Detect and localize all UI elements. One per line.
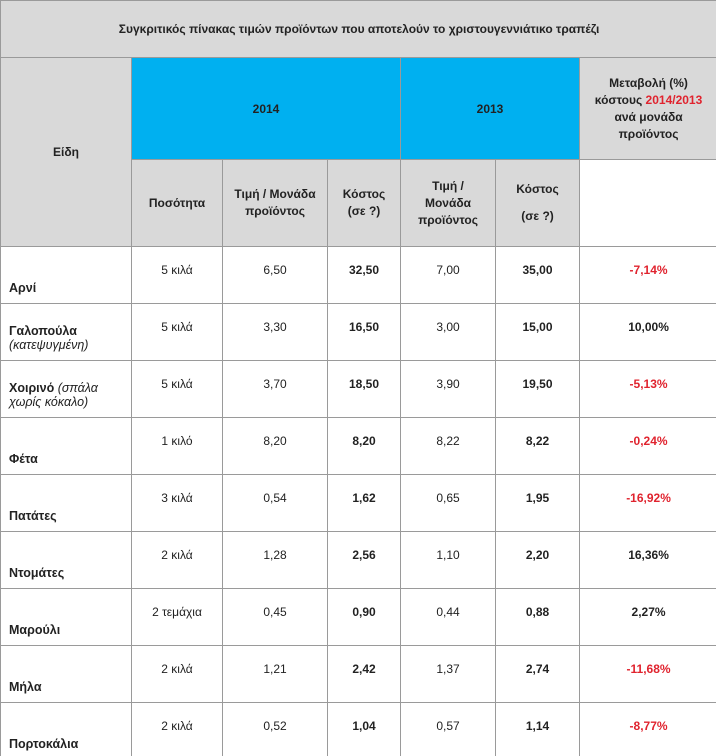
change-cell: -7,14%: [580, 247, 716, 304]
item-name-cell: [1, 304, 132, 361]
change-cell: -0,24%: [580, 418, 716, 475]
item-name-cell: [1, 589, 132, 646]
cost-2014-cell: 1,04: [328, 703, 401, 756]
price-2014-cell: 0,54: [223, 475, 328, 532]
change-cell: 2,27%: [580, 589, 716, 646]
header-price-2013-l1: Τιμή /: [432, 178, 464, 193]
header-cost-2013-l1: Κόστος: [516, 182, 559, 196]
table-row: [1, 589, 716, 646]
cost-2014-cell: 2,42: [328, 646, 401, 703]
table-row: [1, 418, 716, 475]
header-change-line4: προϊόντος: [618, 126, 679, 141]
cost-2014-cell: 8,20: [328, 418, 401, 475]
header-cost-2014-l1: Κόστος: [342, 187, 386, 201]
price-2013-cell: 0,57: [401, 703, 496, 756]
header-quantity: Ποσότητα: [132, 160, 223, 247]
price-2013-cell: 8,22: [401, 418, 496, 475]
header-change-pre: κόστους: [594, 92, 646, 107]
item-name: Πατάτες: [9, 509, 57, 523]
header-change-line2: [580, 92, 716, 109]
quantity-cell: 2 κιλά: [132, 646, 223, 703]
price-2014-cell: 8,20: [223, 418, 328, 475]
item-name: Χοιρινό: [9, 381, 55, 395]
cost-2013-cell: 1,14: [496, 703, 580, 756]
price-2013-cell: 3,90: [401, 361, 496, 418]
header-year-2013: 2013: [401, 58, 580, 160]
header-change-highlight: 2014/2013: [645, 92, 703, 107]
header-change-blank: [580, 160, 716, 247]
price-2014-cell: 6,50: [223, 247, 328, 304]
header-cost-2014-l2: (σε ?): [347, 204, 381, 218]
header-change-line3: ανά μονάδα: [614, 109, 683, 124]
header-cost-2014: [328, 160, 401, 247]
cost-2013-cell: 15,00: [496, 304, 580, 361]
header-cost-2013-l2: (σε ?): [521, 209, 554, 223]
change-cell: -8,77%: [580, 703, 716, 756]
cost-2014-cell: 2,56: [328, 532, 401, 589]
table-row: [1, 304, 716, 361]
item-name: Αρνί: [9, 281, 37, 295]
price-2013-cell: 1,37: [401, 646, 496, 703]
cost-2014-cell: 18,50: [328, 361, 401, 418]
cost-2014-cell: 1,62: [328, 475, 401, 532]
table-row: [1, 361, 716, 418]
header-price-2013: [401, 160, 496, 247]
item-name: Μαρούλι: [9, 623, 61, 637]
header-cost-2013: [496, 160, 580, 247]
item-name-cell: [1, 247, 132, 304]
price-2014-cell: 0,45: [223, 589, 328, 646]
price-2014-cell: 3,30: [223, 304, 328, 361]
item-name-cell: [1, 703, 132, 756]
price-2013-cell: 7,00: [401, 247, 496, 304]
cost-2013-cell: 2,74: [496, 646, 580, 703]
table-row: [1, 532, 716, 589]
header-price-2014-l2: προϊόντος: [245, 204, 305, 218]
table-row: [1, 475, 716, 532]
item-note: (σπάλα χωρίς κόκαλο): [9, 381, 98, 409]
quantity-cell: 5 κιλά: [132, 361, 223, 418]
quantity-cell: 5 κιλά: [132, 247, 223, 304]
quantity-cell: 1 κιλό: [132, 418, 223, 475]
change-cell: -16,92%: [580, 475, 716, 532]
price-2014-cell: 1,28: [223, 532, 328, 589]
change-cell: -11,68%: [580, 646, 716, 703]
header-price-2014-l1: Τιμή / Μονάδα: [234, 187, 316, 201]
quantity-cell: 2 κιλά: [132, 703, 223, 756]
cost-2014-cell: 32,50: [328, 247, 401, 304]
header-items: Είδη: [1, 58, 132, 247]
table-title: Συγκριτικός πίνακας τιμών προϊόντων που αποτελούν το χριστουγεννιάτικο τραπέζι: [1, 1, 716, 58]
cost-2014-cell: 0,90: [328, 589, 401, 646]
cost-2013-cell: 0,88: [496, 589, 580, 646]
cost-2013-cell: 35,00: [496, 247, 580, 304]
item-name-cell: [1, 646, 132, 703]
quantity-cell: 2 κιλά: [132, 532, 223, 589]
header-price-2013-l3: προϊόντος: [418, 212, 478, 227]
header-price-2014: [223, 160, 328, 247]
item-name: Φέτα: [9, 452, 38, 466]
header-price-2013-l2: Μονάδα: [424, 195, 472, 210]
change-cell: -5,13%: [580, 361, 716, 418]
price-2014-cell: 1,21: [223, 646, 328, 703]
change-cell: 16,36%: [580, 532, 716, 589]
item-note: (κατεψυγμένη): [9, 338, 89, 352]
item-name: Πορτοκάλια: [9, 737, 79, 751]
header-change: [580, 58, 716, 160]
item-name-cell: [1, 475, 132, 532]
item-name-cell: [1, 418, 132, 475]
cost-2013-cell: 2,20: [496, 532, 580, 589]
item-name: Ντομάτες: [9, 566, 65, 580]
cost-2013-cell: 19,50: [496, 361, 580, 418]
cost-2014-cell: 16,50: [328, 304, 401, 361]
table-row: [1, 703, 716, 756]
price-2014-cell: 3,70: [223, 361, 328, 418]
cost-2013-cell: 1,95: [496, 475, 580, 532]
change-cell: 10,00%: [580, 304, 716, 361]
item-name-cell: [1, 361, 132, 418]
header-change-line1: Μεταβολή (%): [609, 75, 688, 90]
item-name-cell: [1, 532, 132, 589]
price-2014-cell: 0,52: [223, 703, 328, 756]
header-year-2014: 2014: [132, 58, 401, 160]
quantity-cell: 3 κιλά: [132, 475, 223, 532]
item-name: Μήλα: [9, 680, 42, 694]
table-row: [1, 247, 716, 304]
table-row: [1, 646, 716, 703]
quantity-cell: 2 τεμάχια: [132, 589, 223, 646]
quantity-cell: 5 κιλά: [132, 304, 223, 361]
price-2013-cell: 0,65: [401, 475, 496, 532]
cost-2013-cell: 8,22: [496, 418, 580, 475]
price-2013-cell: 0,44: [401, 589, 496, 646]
price-2013-cell: 3,00: [401, 304, 496, 361]
price-2013-cell: 1,10: [401, 532, 496, 589]
item-name: Γαλοπούλα: [9, 324, 77, 338]
